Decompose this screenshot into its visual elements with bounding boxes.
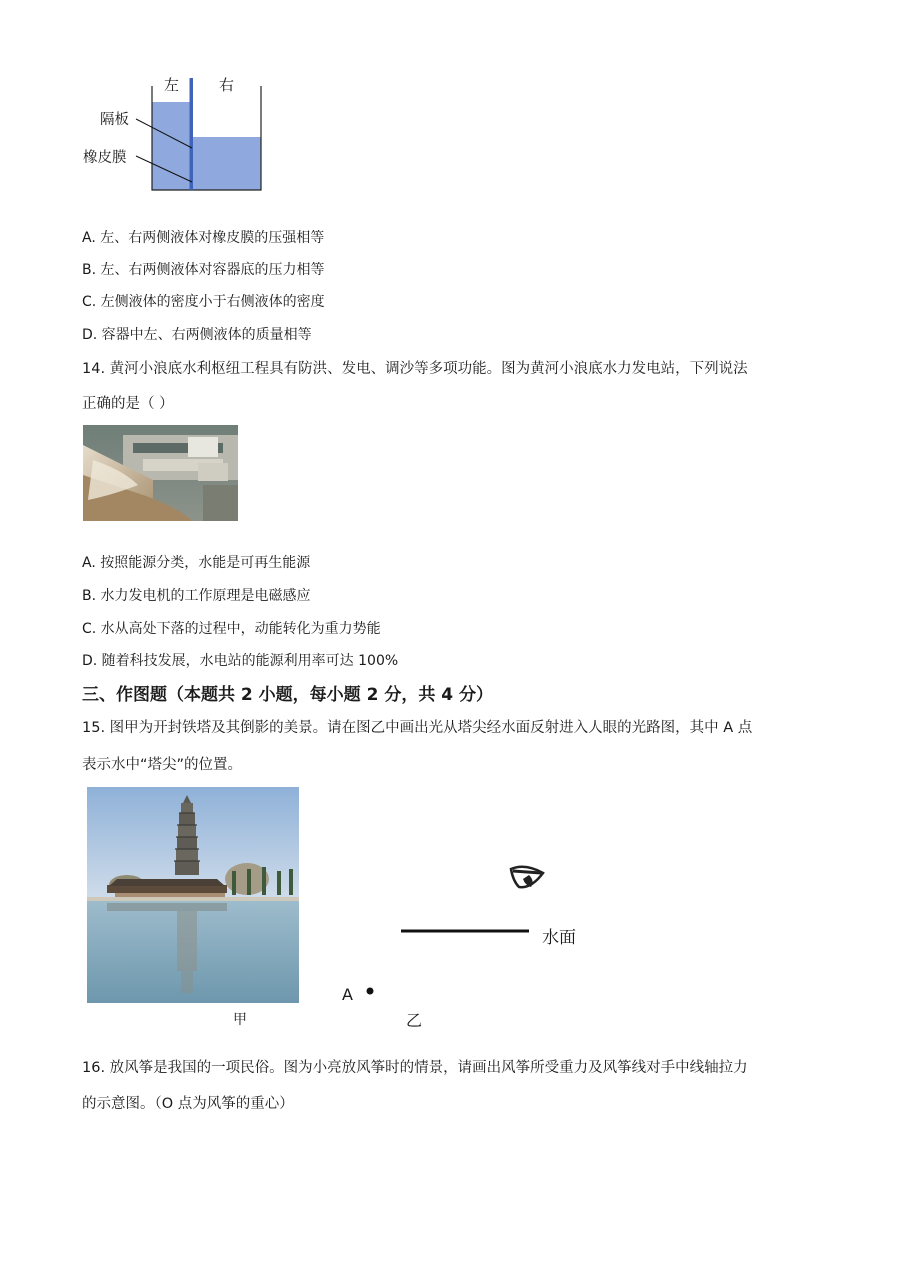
point-a — [367, 988, 374, 995]
q13-option-d: D. 容器中左、右两侧液体的质量相等 — [82, 327, 312, 343]
point-a-label: A — [342, 985, 353, 1004]
eye-icon — [511, 867, 543, 887]
tower-photo — [87, 787, 299, 1003]
q15-stem-line2: 表示水中“塔尖”的位置。 — [82, 757, 243, 773]
water-label: 水面 — [542, 928, 576, 948]
q14-option-d: D. 随着科技发展，水电站的能源利用率可达 100% — [82, 653, 399, 669]
q14-option-a: A. 按照能源分类，水能是可再生能源 — [82, 555, 311, 571]
container-svg — [80, 72, 280, 197]
section-title: 三、作图题（本题共 2 小题，每小题 2 分，共 4 分） — [82, 685, 493, 705]
q14-stem-line2: 正确的是（ ） — [82, 396, 174, 412]
right-liquid — [192, 137, 261, 190]
label-membrane: 橡皮膜 — [83, 150, 127, 166]
q16-stem-line1: 16. 放风筝是我国的一项民俗。图为小亮放风筝时的情景，请画出风筝所受重力及风筝线对手中线轴拉力 — [82, 1060, 748, 1076]
q14-option-c: C. 水从高处下落的过程中，动能转化为重力势能 — [82, 621, 381, 637]
partition — [190, 78, 194, 190]
label-right: 右 — [219, 76, 235, 94]
q14-stem-line1: 14. 黄河小浪底水利枢纽工程具有防洪、发电、调沙等多项功能。图为黄河小浪底水力发电站，下列说法 — [82, 361, 748, 377]
q14-option-b: B. 水力发电机的工作原理是电磁感应 — [82, 588, 311, 604]
q13-option-c: C. 左侧液体的密度小于右侧液体的密度 — [82, 294, 325, 310]
caption-jia: 甲 — [233, 1012, 247, 1028]
left-liquid — [152, 102, 190, 190]
container-diagram — [80, 72, 280, 197]
dam-photo — [83, 425, 238, 521]
caption-yi: 乙 — [406, 1011, 423, 1030]
q16-stem-line2: 的示意图。（O 点为风筝的重心） — [82, 1096, 294, 1112]
q15-stem-line1: 15. 图甲为开封铁塔及其倒影的美景。请在图乙中画出光从塔尖经水面反射进入人眼的光路图，其中 A 点 — [82, 720, 753, 736]
reflection-diagram — [335, 855, 595, 1035]
label-left: 左 — [164, 76, 180, 94]
q13-option-b: B. 左、右两侧液体对容器底的压力相等 — [82, 262, 325, 278]
q13-option-a: A. 左、右两侧液体对橡皮膜的压强相等 — [82, 230, 325, 246]
label-partition: 隔板 — [100, 112, 129, 128]
